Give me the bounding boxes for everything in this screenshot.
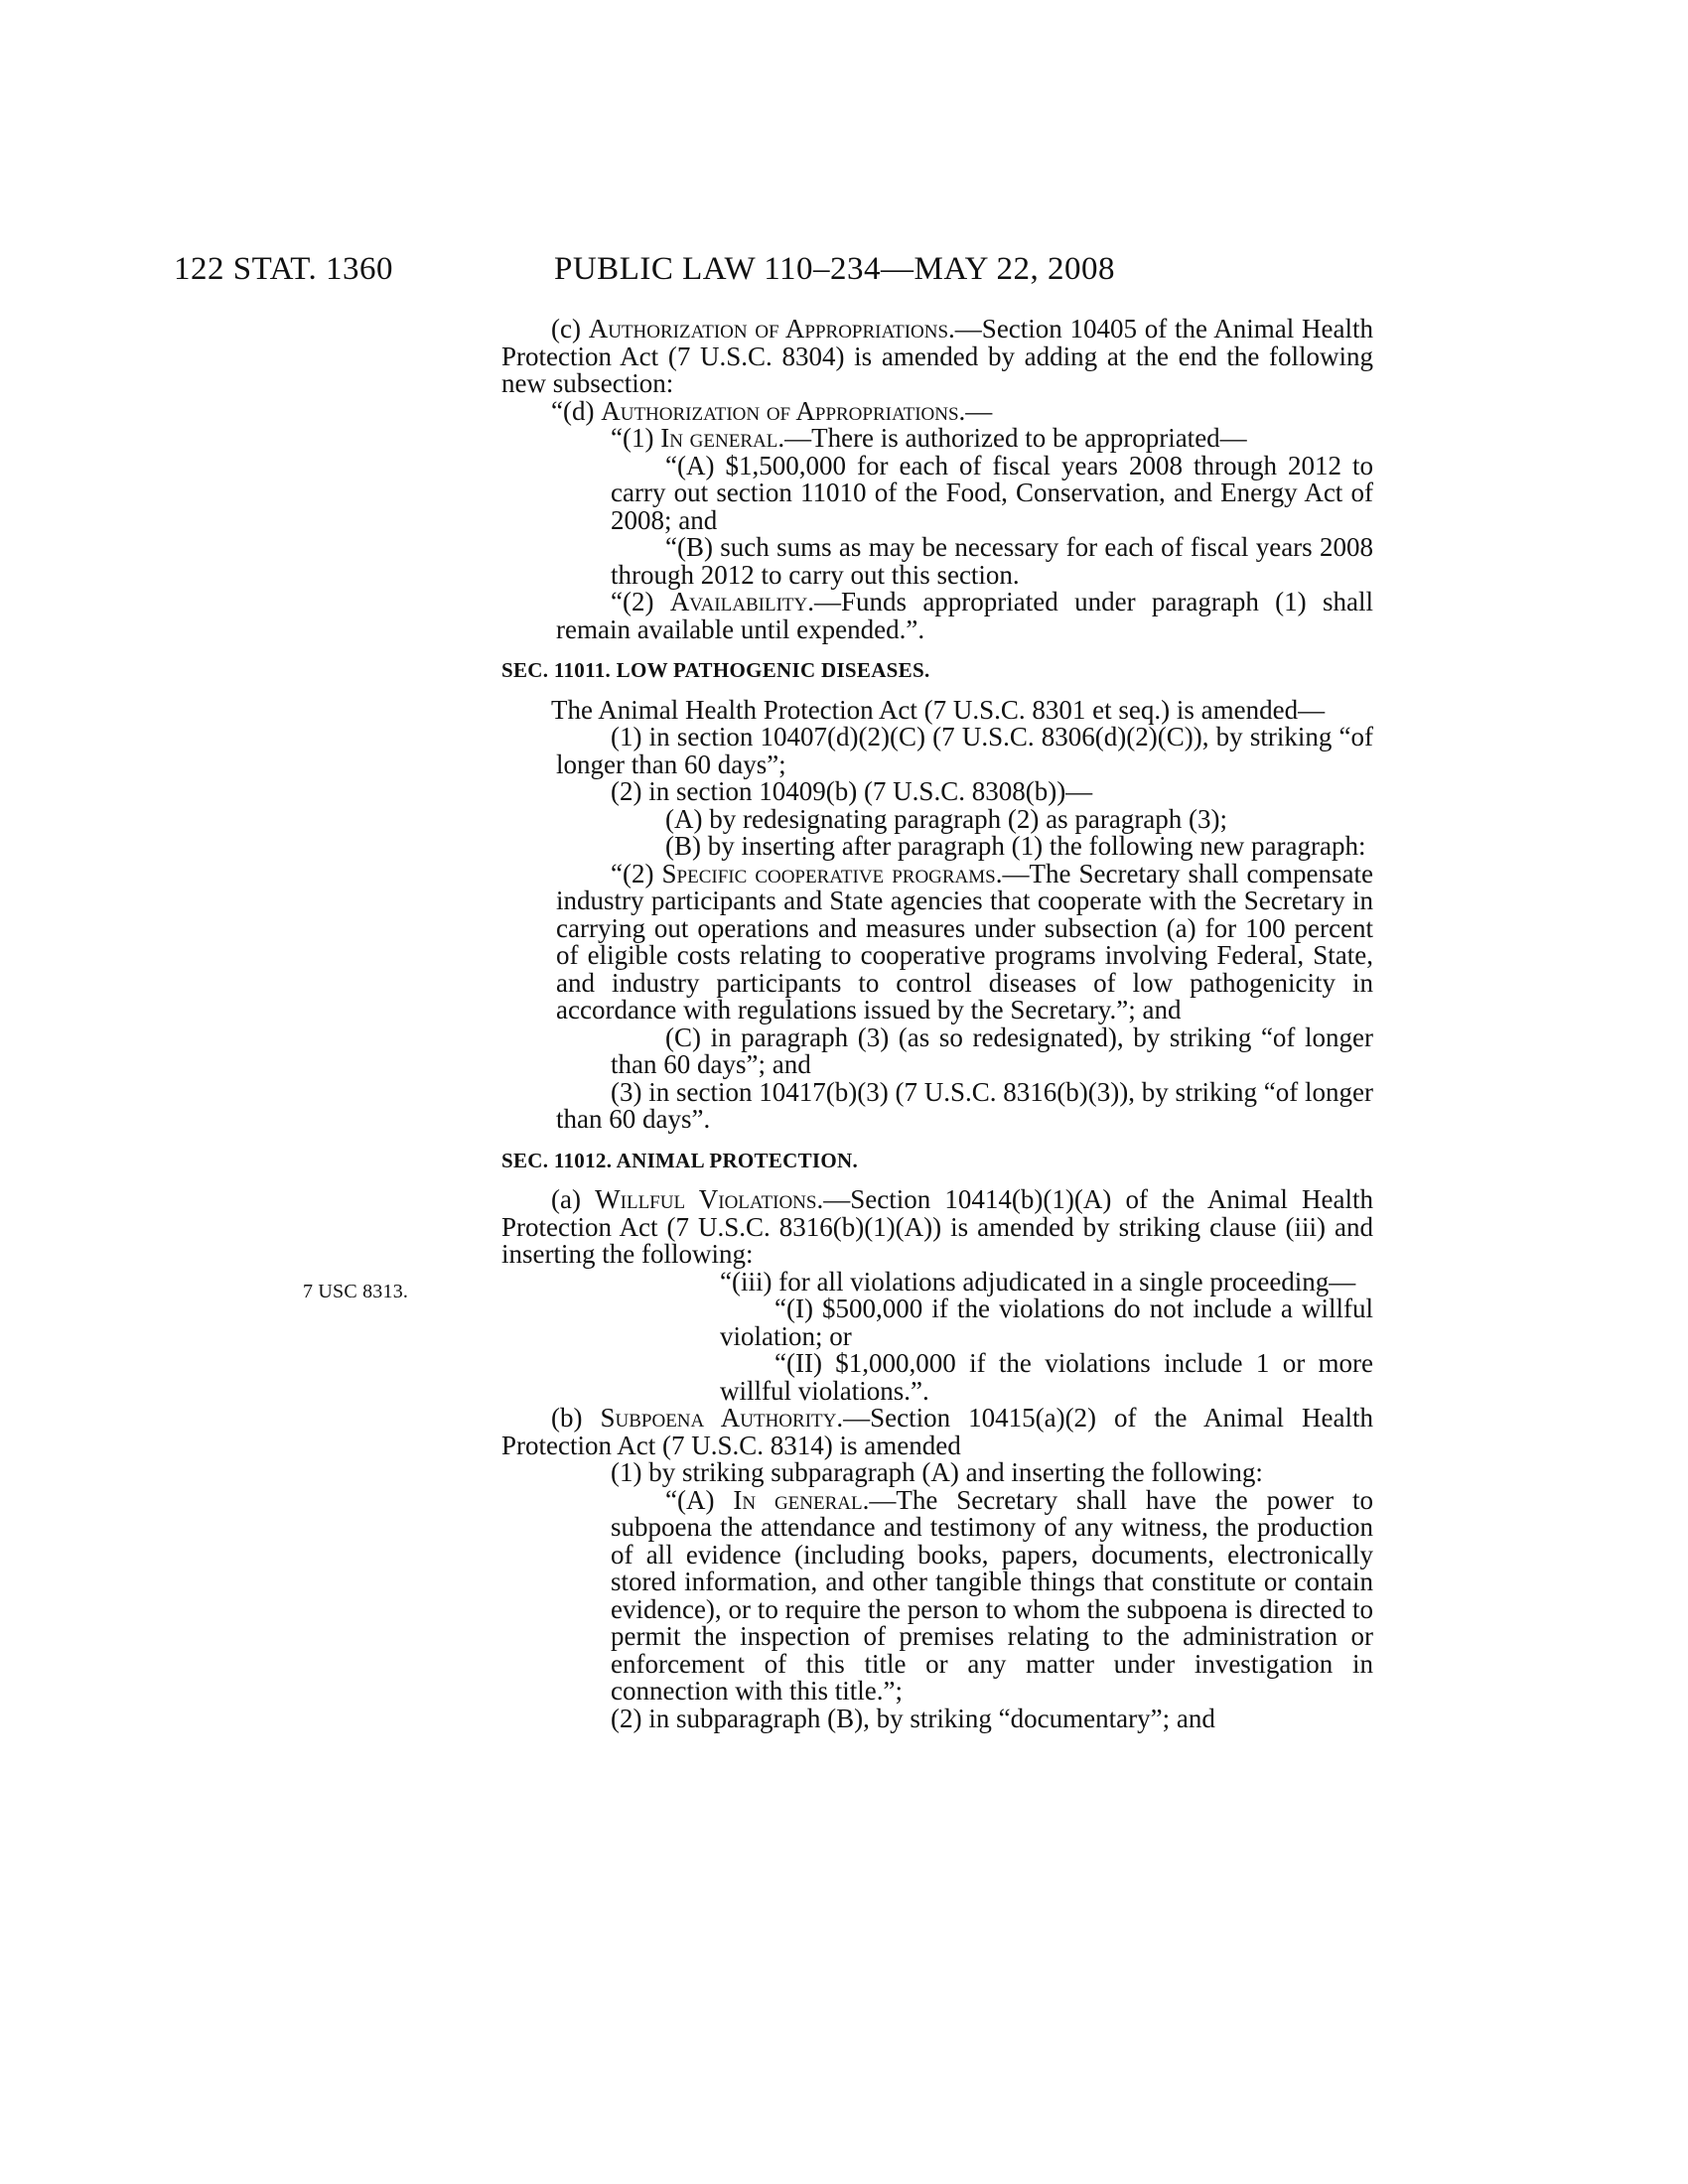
subclause-I: “(I) $500,000 if the violations do not include a willful violation; or [720,1294,1373,1351]
subsection-b-subpoena [501,1405,1373,1459]
subsection-d-heading: Authorization of Appropriations [601,395,959,426]
subsection-b-text: .—Section 10415(a)(2) of the Animal Health Protection Act (7 U.S.C. 8314) is amended [501,1403,1373,1460]
quoted-subparagraph-A-heading: In general [733,1484,863,1515]
quoted-paragraph-2-heading: Specific cooperative programs [661,858,996,888]
subsection-a-lead: (a) [551,1184,596,1214]
margin-citation-note: 7 USC 8313. [303,1281,409,1302]
paragraph-d2 [501,589,1373,643]
subsection-b-item-2: (2) in subparagraph (B), by striking “documentary”; and [611,1703,1215,1733]
paragraph-d1-lead: “(1) [611,423,661,453]
section-11011-intro: The Animal Health Protection Act (7 U.S.C. 8301 et seq.) is amended— [551,694,1326,725]
subsection-c-lead: (c) [551,314,589,343]
subsection-b-heading: Subpoena Authority [600,1403,837,1433]
quoted-paragraph-2-lead: “(2) [611,858,662,888]
quoted-paragraph-2 [501,858,1373,1024]
subsection-c [501,316,1373,398]
clause-iii: “(iii) for all violations adjudicated in a single proceeding— [720,1266,1356,1297]
paragraph-d1-heading: In general [660,423,778,453]
quoted-subparagraph-A-lead: “(A) [665,1484,734,1515]
section-11011-item-1: (1) in section 10407(d)(2)(C) (7 U.S.C. 8306(d)(2)(C)), by striking “of longer than 60 days”; [556,722,1373,779]
quoted-subsection-d [501,395,1373,426]
paragraph-d2-lead: “(2) [611,587,670,616]
paragraph-d1-text: .—There is authorized to be appropriated— [777,423,1247,453]
subsection-a-willful [501,1186,1373,1269]
subsection-c-heading: Authorization of Appropriations [588,314,949,343]
subsection-c-text: .—Section 10405 of the Animal Health Protection Act (7 U.S.C. 8304) is amended by adding at the end the following new subsection: [501,314,1373,398]
paragraph-d2-text: .—Funds appropriated under paragraph (1) shall remain available until expended.”. [556,587,1373,644]
section-11011-item-2C: (C) in paragraph (3) (as so redesignated), by striking “of longer than 60 days”; and [611,1022,1373,1079]
statute-page-number: 122 STAT. 1360 [174,251,394,287]
paragraph-d2-heading: Availability [669,587,808,616]
document-body [501,316,1373,1732]
quoted-subparagraph-A-text: .—The Secretary shall have the power to subpoena the attendance and testimony of any witness, the production of all evidence (including books, papers, documents, electronically stored information, and other tangible things that constitute or contain evidence), or to require the person to whom the subpoena is directed to permit the inspection of premises relating to the administration or enforcement of this title or any matter under investigation in connection with this title.”; [611,1484,1373,1706]
subsection-d-lead: “(d) [551,395,602,426]
section-11011-item-3: (3) in section 10417(b)(3) (7 U.S.C. 8316(b)(3)), by striking “of longer than 60 days”. [556,1076,1373,1134]
section-11011-item-2: (2) in section 10409(b) (7 U.S.C. 8308(b))— [611,776,1093,806]
subsection-b-lead: (b) [551,1403,601,1433]
paragraph-d1 [501,425,1373,453]
running-header-title: PUBLIC LAW 110–234—MAY 22, 2008 [554,251,1116,287]
quoted-paragraph-2-text: .—The Secretary shall compensate industry participants and State agencies that cooperate with the Secretary in carrying out operations and measures under subsection (a) for 100 percent of eligible costs relating to cooperative programs involving Federal, State, and industry participants to control diseases of low pathogenicity in accordance with regulations issued by the Secretary.”; and [556,858,1373,1024]
quoted-subparagraph-A [501,1484,1373,1706]
section-11011-heading: SEC. 11011. LOW PATHOGENIC DISEASES. [501,658,930,682]
subsection-a-text: .—Section 10414(b)(1)(A) of the Animal Health Protection Act (7 U.S.C. 8316(b)(1)(A)) is amended by striking clause (iii) and inserting the following: [501,1184,1374,1269]
section-11011-item-2B: (B) by inserting after paragraph (1) the following new paragraph: [665,831,1366,861]
subsection-a-heading: Willful Violations [595,1184,817,1214]
subclause-II: “(II) $1,000,000 if the violations include 1 or more willful violations.”. [720,1348,1373,1406]
section-11011-item-2A: (A) by redesignating paragraph (2) as paragraph (3); [665,803,1228,834]
subsection-b-item-1: (1) by striking subparagraph (A) and inserting the following: [611,1457,1263,1487]
subsection-d-text: .— [958,395,993,426]
subparagraph-d1A: “(A) $1,500,000 for each of fiscal years 2008 through 2012 to carry out section 11010 of the Food, Conservation, and Energy Act of 2008; and [611,450,1373,535]
subparagraph-d1B: “(B) such sums as may be necessary for each of fiscal years 2008 through 2012 to carry out this section. [611,532,1373,590]
section-11012-heading: SEC. 11012. ANIMAL PROTECTION. [501,1148,859,1172]
